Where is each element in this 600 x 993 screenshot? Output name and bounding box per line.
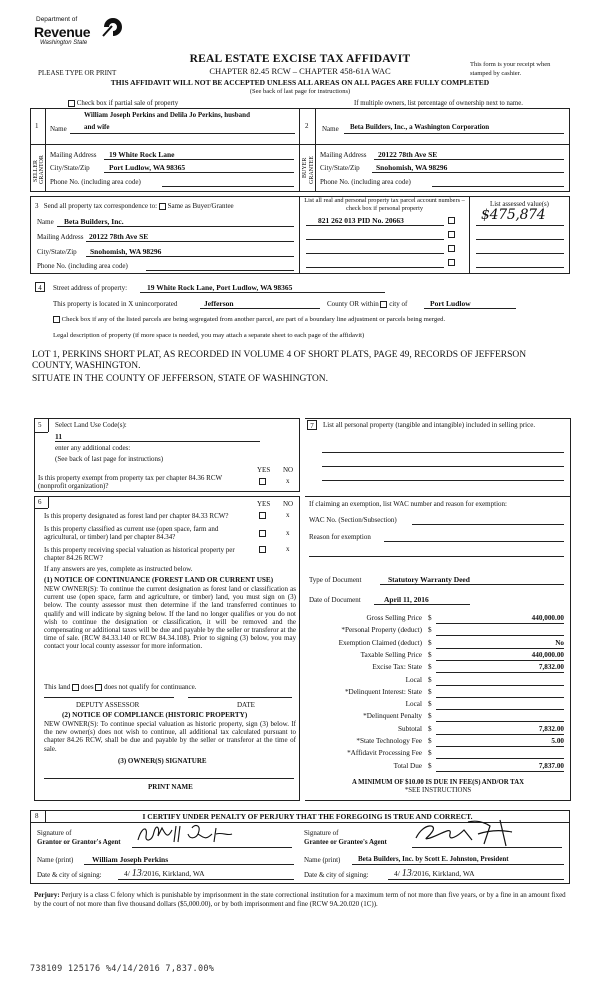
- partial-sale-label: Check box if partial sale of property: [76, 99, 179, 107]
- calc-row-rule: [436, 697, 564, 698]
- grantee-date-month: 4/: [394, 869, 400, 878]
- historic-no-mark[interactable]: x: [286, 545, 290, 553]
- calc-row-label: *Affidavit Processing Fee: [347, 749, 422, 758]
- notice1-body: NEW OWNER(S): To continue the current designation as forest land or classification as current use (open space, farm and agriculture, or timber) land, you must sign on (3) below. The county assessor must then determine if the land transferred continues to qualify and will indicate by signing below. If the land no longer qualifies or you do not wish to continue the designation or classification, it will be removed and the compensating or additional taxes will be due and payable by the seller or transferor at the time of sale. (RCW 84.33.140 or RCW 84.34.108). Prior to signing (3) below, you may contact your local county assessor for more information.: [44, 585, 296, 651]
- grantor-signature[interactable]: [132, 822, 252, 848]
- form-subtitle: CHAPTER 82.45 RCW – CHAPTER 458-61A WAC: [209, 66, 391, 76]
- located-label: This property is located in X unincorporated: [53, 300, 178, 308]
- does-checkbox[interactable]: [72, 684, 79, 691]
- street-label: Street address of property:: [53, 284, 128, 292]
- calc-row-label: *Delinquent Penalty: [363, 712, 422, 721]
- minimum-fee-text: A MINIMUM OF $10.00 IS DUE IN FEE(S) AND/OR TAX: [351, 779, 525, 786]
- date-label: DATE: [237, 701, 255, 709]
- calc-row-label: Total Due: [393, 761, 422, 770]
- exemption-label: If claiming an exemption, list WAC number and reason for exemption:: [309, 500, 507, 508]
- parcel-2-checkbox[interactable]: [448, 231, 455, 238]
- if-yes-text: If any answers are yes, complete as instructed below.: [44, 565, 193, 573]
- forest-yes-checkbox[interactable]: [259, 512, 266, 519]
- calc-row-value[interactable]: 440,000.00: [531, 614, 564, 622]
- street-address[interactable]: 19 White Rock Lane, Port Ludlow, WA 98365: [147, 283, 293, 292]
- deputy-assessor-label: DEPUTY ASSESSOR: [76, 701, 140, 709]
- calc-row-label: Gross Selling Price: [366, 614, 422, 622]
- buyer-city-label: City/State/Zip: [320, 164, 360, 172]
- calc-row-rule: [436, 721, 564, 722]
- seller-name-label: Name: [50, 125, 67, 133]
- within-city-checkbox[interactable]: [380, 301, 387, 308]
- grantor-date-rest: /2016, Kirkland, WA: [141, 869, 205, 878]
- calc-row-value[interactable]: 5.00: [551, 737, 564, 745]
- additional-codes-label: enter any additional codes:: [55, 444, 131, 452]
- grantee-date[interactable]: [394, 868, 475, 879]
- section5-num: 5: [38, 421, 42, 429]
- legal-desc-1[interactable]: LOT 1, PERKINS SHORT PLAT, AS RECORDED IN VOLUME 4 OF SHORT PLATS, PAGE 49, RECORDS OF JEFFERSON: [32, 350, 527, 360]
- seller-mailing-label: Mailing Address: [50, 151, 97, 159]
- grantor-name-label: Name (print): [37, 856, 74, 864]
- section6-yes-header: YES: [257, 500, 271, 508]
- calc-row-label: Local: [405, 675, 422, 684]
- legal-label: Legal description of property (if more space is needed, you may attach a separate sheet to each page of the affidavit): [53, 332, 365, 339]
- calc-row-rule: [436, 648, 564, 649]
- historic-yes-checkbox[interactable]: [259, 546, 266, 553]
- section7-num: 7: [307, 420, 317, 430]
- grantor-sig-label-1: Signature of: [37, 829, 72, 837]
- notice1-title: (1) NOTICE OF CONTINUANCE (FOREST LAND OR CURRENT USE): [44, 576, 274, 584]
- certify-text: I CERTIFY UNDER PENALTY OF PERJURY THAT THE FOREGOING IS TRUE AND CORRECT.: [142, 812, 473, 821]
- calc-row-rule: [436, 758, 564, 759]
- please-type: PLEASE TYPE OR PRINT: [38, 69, 117, 77]
- logo-swoosh-icon: [100, 14, 122, 40]
- grantee-sig-label-1: Signature of: [304, 829, 339, 837]
- perjury-label: Perjury:: [34, 891, 60, 899]
- calc-row-label: *Delinquent Interest: State: [344, 687, 422, 696]
- forest-question: Is this property designated as forest land per chapter 84.33 RCW?: [44, 512, 229, 520]
- calc-row-currency: $: [428, 712, 432, 721]
- logo-revenue: Revenue: [34, 24, 91, 40]
- section3-name[interactable]: Beta Builders, Inc.: [64, 217, 124, 226]
- grantor-date[interactable]: [124, 868, 205, 879]
- assessed-header: List assessed value(s): [490, 201, 549, 208]
- buyer-city[interactable]: Snohomish, WA 98296: [376, 163, 448, 172]
- buyer-phone-label: Phone No. (including area code): [320, 178, 411, 186]
- calc-row-currency: $: [428, 626, 432, 635]
- seller-city[interactable]: Port Ludlow, WA 98365: [109, 163, 186, 172]
- doc-date-label: Date of Document: [309, 596, 361, 604]
- this-land-label: This land: [44, 683, 71, 691]
- parcel-3-checkbox[interactable]: [448, 245, 455, 252]
- calc-row-label: Local: [405, 700, 422, 709]
- section5-no-header: NO: [283, 466, 294, 474]
- calc-row-rule: [436, 635, 564, 636]
- buyer-num: 2: [305, 122, 309, 130]
- calc-row-currency: $: [428, 675, 432, 684]
- section3-mailing[interactable]: 20122 78th Ave SE: [89, 232, 149, 241]
- calc-row-currency: $: [428, 761, 432, 770]
- forest-no-mark[interactable]: x: [286, 511, 290, 519]
- seller-name-2[interactable]: and wife: [84, 123, 110, 131]
- print-name-label: PRINT NAME: [148, 783, 193, 791]
- calc-row-rule: [436, 660, 564, 661]
- calc-row-rule: [436, 623, 564, 624]
- grantor-sig-label-2: Grantor or Grantor's Agent: [37, 838, 121, 846]
- calc-row-rule: [436, 746, 564, 747]
- assessed-value[interactable]: $475,874: [481, 207, 546, 223]
- calc-row-currency: $: [428, 737, 432, 745]
- section6-num: 6: [38, 498, 42, 506]
- grantor-date-month: 4/: [124, 869, 130, 878]
- seller-phone-label: Phone No. (including area code): [50, 178, 141, 186]
- continuance-line: [44, 683, 196, 691]
- calc-row-currency: $: [428, 749, 432, 758]
- calc-row-rule: [436, 685, 564, 686]
- land-use-label: Select Land Use Code(s):: [55, 421, 127, 429]
- parcel-4-checkbox[interactable]: [448, 259, 455, 266]
- does-not-checkbox[interactable]: [95, 684, 102, 691]
- calc-row-value[interactable]: 7,832.00: [538, 663, 564, 672]
- calc-row-label: *State Technology Fee: [356, 737, 422, 745]
- segregated-checkbox[interactable]: [53, 316, 60, 323]
- receipt-note: This form is your receipt when stamped by cashier.: [470, 61, 551, 77]
- calc-row-label: Taxable Selling Price: [360, 650, 422, 659]
- see-instructions-text: *SEE INSTRUCTIONS: [404, 787, 472, 794]
- notice2-title: (2) NOTICE OF COMPLIANCE (HISTORIC PROPERTY): [62, 711, 248, 719]
- does-not-label: does not qualify for continuance.: [104, 683, 197, 691]
- calc-row-rule: [436, 672, 564, 673]
- legal-desc-2[interactable]: COUNTY, WASHINGTON.: [32, 361, 141, 371]
- calc-row-currency: $: [428, 700, 432, 709]
- historic-question: Is this property receiving special valuation as historical property per chapter 84.26 RCW?: [44, 546, 235, 562]
- notice2-body: NEW OWNER(S): To continue special valuation as historic property, sign (3) below. If the new owner(s) does not wish to continue, all additional tax calculated pursuant to chapter 84.26 RCW, shall be due and payable by the seller or transferor at the time of sale.: [44, 720, 296, 753]
- same-as-buyer-checkbox[interactable]: [159, 203, 166, 210]
- parcel-number[interactable]: 821 262 013 PID No. 20663: [318, 216, 404, 225]
- section3-mailing-label: Mailing Address: [37, 233, 84, 241]
- same-as-buyer-label: Same as Buyer/Grantee: [167, 202, 234, 210]
- grantee-date-label: Date & city of signing:: [304, 871, 369, 879]
- grantee-name[interactable]: Beta Builders, Inc. by Scott E. Johnston, President: [358, 855, 509, 863]
- warning-text: THIS AFFIDAVIT WILL NOT BE ACCEPTED UNLESS ALL AREAS ON ALL PAGES ARE FULLY COMPLETED: [110, 78, 490, 87]
- logo-dept: Department of: [36, 16, 78, 23]
- section3-city-label: City/State/Zip: [37, 248, 77, 256]
- parcel-header: List all real and personal property tax parcel account numbers – check box if personal property: [304, 197, 465, 212]
- cashier-stamp: 738109 125176 %4/14/2016 7,837.00%: [30, 964, 215, 974]
- buyer-mailing[interactable]: 20122 78th Ave SE: [378, 150, 438, 159]
- partial-sale-checkbox[interactable]: [68, 100, 75, 107]
- grantor-date-day: 13: [131, 868, 142, 879]
- calc-row-rule: [436, 734, 564, 735]
- section3-send-label: Send all property tax correspondence to:: [43, 202, 158, 210]
- partial-sale: [68, 99, 178, 107]
- county-or-within: County OR within: [327, 300, 379, 308]
- calc-row-currency: $: [428, 650, 432, 659]
- form-title: REAL ESTATE EXCISE TAX AFFIDAVIT: [189, 53, 411, 65]
- grantor-side-label: GRANTOR: [39, 155, 45, 184]
- calc-row-label: *Personal Property (deduct): [341, 626, 422, 635]
- grantor-name[interactable]: William Joseph Perkins: [92, 855, 169, 864]
- calc-row-currency: $: [428, 638, 432, 647]
- calc-row-label: Excise Tax: State: [372, 663, 422, 672]
- current-use-question: Is this property classified as current use (open space, farm and agricultural, or timber) land per chapter 84.34?: [44, 525, 219, 541]
- see-back-text: (See back of last page for instructions): [249, 88, 351, 95]
- segregated-line: [53, 316, 445, 323]
- personal-property-label: List all personal property (tangible and intangible) included in selling price.: [323, 421, 536, 429]
- perjury-text: Perjury is a class C felony which is punishable by imprisonment in the state correctional institution for a maximum term of not more than five years, or by a fine in an amount fixed by the court of not more than five thousand dollars ($5,000.00), or by both imprisonment and fine (RCW 9A.20.020 (1C)).: [34, 891, 566, 908]
- calc-row-value[interactable]: 440,000.00: [531, 650, 564, 659]
- grantee-sig-label-2: Grantee or Grantee's Agent: [304, 838, 387, 846]
- reason-label: Reason for exemption: [309, 533, 371, 541]
- section3-send: [35, 202, 234, 210]
- perjury-notice: [34, 891, 568, 909]
- land-use-code[interactable]: 11: [55, 432, 63, 441]
- section8-num: 8: [35, 812, 39, 820]
- section3-name-label: Name: [37, 218, 54, 226]
- doc-date-value[interactable]: April 11, 2016: [384, 595, 429, 604]
- seller-name-1[interactable]: William Joseph Perkins and Delila Jo Perkins, husband: [84, 111, 250, 119]
- exempt-question: Is this property exempt from property tax per chapter 84.36 RCW (nonprofit organization)?: [38, 474, 222, 490]
- grantee-name-label: Name (print): [304, 856, 341, 864]
- grantee-side-label: GRANTEE: [309, 156, 315, 184]
- wac-label: WAC No. (Section/Subsection): [309, 516, 397, 524]
- county-value[interactable]: Jefferson: [204, 299, 234, 308]
- calc-row-rule: [436, 709, 564, 710]
- buyer-name-label: Name: [322, 125, 339, 133]
- seller-side-label: SELLER: [33, 160, 39, 182]
- exempt-no-mark[interactable]: x: [286, 477, 290, 485]
- grantee-date-day: 13: [401, 868, 412, 879]
- parcel-1-checkbox[interactable]: [448, 217, 455, 224]
- calc-row-currency: $: [428, 663, 432, 672]
- calc-row-label: Exemption Claimed (deduct): [338, 638, 422, 647]
- calc-row-value[interactable]: 7,832.00: [538, 724, 564, 733]
- section4-num: 4: [35, 282, 45, 292]
- owner-signature-label: (3) OWNER(S) SIGNATURE: [118, 757, 207, 765]
- exempt-yes-checkbox[interactable]: [259, 478, 266, 485]
- county-label: [327, 300, 407, 308]
- current-use-no-mark[interactable]: x: [286, 529, 290, 537]
- logo-state: Washington State: [40, 40, 88, 46]
- seller-num: 1: [35, 122, 39, 130]
- calc-row-value[interactable]: No: [555, 638, 564, 647]
- doc-type-value[interactable]: Statutory Warranty Deed: [388, 575, 470, 584]
- buyer-mailing-label: Mailing Address: [320, 151, 367, 159]
- grantee-date-rest: /2016, Kirkland, WA: [411, 869, 475, 878]
- city-of-label: city of: [389, 300, 408, 308]
- calc-row-currency: $: [428, 687, 432, 696]
- seller-city-label: City/State/Zip: [50, 164, 90, 172]
- segregated-label: Check box if any of the listed parcels are being segregated from another parcel, are part of a boundary line adjustment or parcels being merged.: [61, 316, 446, 324]
- section5-yes-header: YES: [257, 466, 271, 474]
- calc-row-rule: [436, 771, 564, 772]
- grantee-signature[interactable]: [412, 816, 552, 848]
- legal-desc-3[interactable]: SITUATE IN THE COUNTY OF JEFFERSON, STATE OF WASHINGTON.: [32, 374, 329, 384]
- dor-logo: [34, 14, 124, 58]
- section6-no-header: NO: [283, 500, 294, 508]
- city-value[interactable]: Port Ludlow: [430, 299, 471, 308]
- seller-mailing[interactable]: 19 White Rock Lane: [109, 150, 175, 159]
- buyer-side-label: BUYER: [302, 157, 308, 178]
- grantor-date-label: Date & city of signing:: [37, 871, 102, 879]
- does-label: does: [80, 683, 94, 691]
- section5-see-back: (See back of last page for instructions): [55, 455, 164, 463]
- calc-row-currency: $: [428, 614, 432, 622]
- section3-phone-label: Phone No. (including area code): [37, 262, 128, 270]
- doc-type-label: Type of Document: [309, 576, 362, 584]
- calc-row-value[interactable]: 7,837.00: [538, 761, 564, 770]
- multiple-owners-text: If multiple owners, list percentage of ownership next to name.: [354, 100, 523, 107]
- calc-row-label: Subtotal: [398, 724, 422, 733]
- section3-num: 3: [35, 202, 39, 210]
- calc-row-currency: $: [428, 724, 432, 733]
- section3-city[interactable]: Snohomish, WA 98296: [90, 247, 162, 256]
- buyer-name[interactable]: Beta Builders, Inc., a Washington Corporation: [350, 123, 490, 131]
- current-use-yes-checkbox[interactable]: [259, 530, 266, 537]
